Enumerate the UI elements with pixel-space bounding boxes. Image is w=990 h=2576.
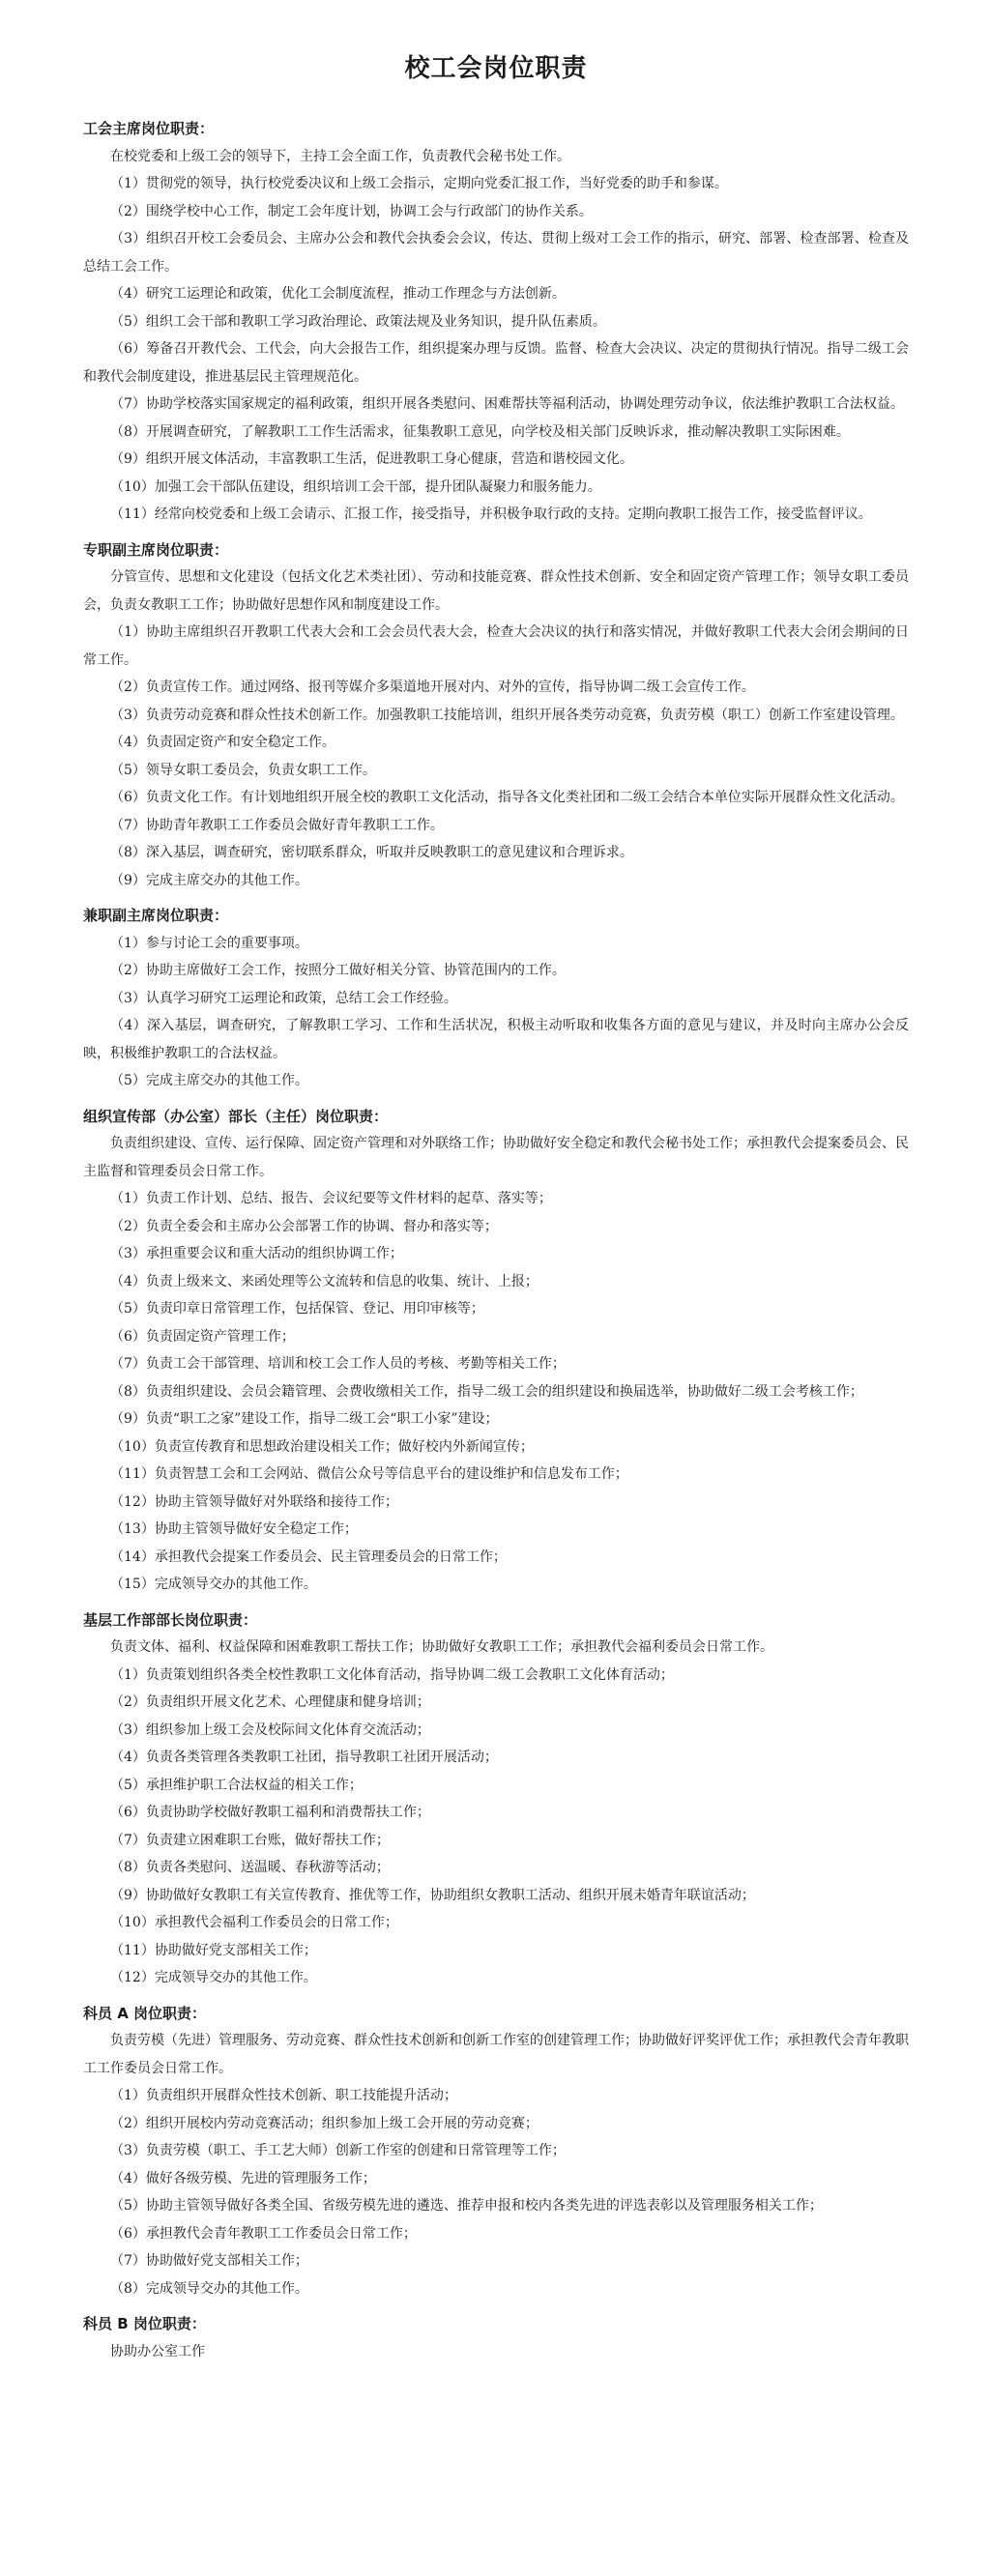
section-paragraph: （7）负责建立困难职工台账，做好帮扶工作； bbox=[110, 1832, 390, 1848]
section-paragraph: （4）深入基层，调查研究，了解教职工学习、工作和生活状况，积极主动听取和收集各方面的意见与建议，并及时向主席办公会反映，积极维护教职工的合法权益。 bbox=[83, 1018, 909, 1061]
section-paragraph: （6）负责固定资产管理工作； bbox=[110, 1328, 295, 1345]
section-paragraph: （7）协助做好党支部相关工作； bbox=[110, 2253, 308, 2269]
section-paragraph: （9）协助做好女教职工有关宣传教育、推优等工作，协助组织女教职工活动、组织开展未婚青年联谊活动； bbox=[110, 1887, 755, 1903]
section-paragraph: （5）组织工会干部和教职工学习政治理论、政策法规及业务知识，提升队伍素质。 bbox=[110, 313, 606, 330]
section-paragraph: （4）做好各级劳模、先进的管理服务工作； bbox=[110, 2170, 376, 2186]
section-paragraph: （5）完成主席交办的其他工作。 bbox=[110, 1073, 308, 1088]
section-paragraph: （11）负责智慧工会和工会网站、微信公众号等信息平台的建设维护和信息发布工作； bbox=[110, 1466, 628, 1482]
section-paragraph: （2）围绕学校中心工作，制定工会年度计划，协调工会与行政部门的协作关系。 bbox=[110, 203, 593, 219]
section-heading: 兼职副主席岗位职责： bbox=[83, 907, 229, 924]
section-paragraph: （6）负责协助学校做好教职工福利和消费帮扶工作； bbox=[110, 1805, 430, 1820]
section-paragraph: （1）负责策划组织各类全校性教职工文化体育活动，指导协调二级工会教职工文化体育活动； bbox=[110, 1666, 674, 1683]
section-paragraph: （2）组织开展校内劳动竞赛活动；组织参加上级工会开展的劳动竞赛； bbox=[110, 2115, 539, 2131]
section-paragraph: （6）负责文化工作。有计划地组织开展全校的教职工文化活动，指导各文化类社团和二级工会结合本单位实际开展群众性文化活动。 bbox=[110, 790, 904, 805]
page-title: 校工会岗位职责 bbox=[404, 54, 588, 83]
section-paragraph: （4）负责上级来文、来函处理等公文流转和信息的收集、统计、上报； bbox=[110, 1273, 539, 1289]
section-paragraph: （11）经常向校党委和上级工会请示、汇报工作，接受指导，并积极争取行政的支持。定期向教职工报告工作，接受监督评议。 bbox=[110, 507, 872, 522]
section-paragraph: （10）负责宣传教育和思想政治建设相关工作；做好校内外新闻宣传； bbox=[110, 1438, 534, 1455]
section-paragraph: （10）承担教代会福利工作委员会的日常工作； bbox=[110, 1915, 398, 1930]
section-paragraph: 分管宣传、思想和文化建设（包括文化艺术类社团）、劳动和技能竞赛、群众性技术创新、安全和固定资产管理工作；领导女职工委员会，负责女教职工工作；协助做好思想作风和制度建设工作。 bbox=[83, 569, 909, 613]
section-paragraph: （1）贯彻党的领导，执行校党委决议和上级工会指示，定期向党委汇报工作，当好党委的助手和参谋。 bbox=[110, 176, 728, 191]
section-paragraph: （1）参与讨论工会的重要事项。 bbox=[110, 935, 308, 951]
section bbox=[83, 1606, 909, 1992]
section-paragraph: （8）开展调查研究，了解教职工工作生活需求，征集教职工意见，向学校及相关部门反映诉求，推动解决教职工实际困难。 bbox=[110, 423, 850, 440]
section-paragraph: （4）负责固定资产和安全稳定工作。 bbox=[110, 735, 335, 750]
section-paragraph: （7）协助青年教职工工作委员会做好青年教职工工作。 bbox=[110, 817, 444, 833]
section-paragraph: （1）负责组织开展群众性技术创新、职工技能提升活动； bbox=[110, 2088, 457, 2103]
section-paragraph: （8）负责各类慰问、送温暖、春秋游等活动； bbox=[110, 1860, 390, 1875]
sections-container bbox=[83, 115, 909, 2365]
section-paragraph: 在校党委和上级工会的领导下，主持工会全面工作，负责教代会秘书处工作。 bbox=[110, 148, 570, 164]
section-paragraph: （3）组织召开校工会委员会、主席办公会和教代会执委会会议，传达、贯彻上级对工会工作的指示，研究、部署、检查部署、检查及总结工会工作。 bbox=[83, 231, 909, 275]
section-paragraph: （5）承担维护职工合法权益的相关工作； bbox=[110, 1777, 363, 1793]
section-heading: 组织宣传部（办公室）部长（主任）岗位职责： bbox=[83, 1107, 389, 1125]
section-heading: 工会主席岗位职责： bbox=[83, 120, 215, 137]
section-paragraph: 负责组织建设、宣传、运行保障、固定资产管理和对外联络工作；协助做好安全稳定和教代会秘书处工作；承担教代会提案委员会、民主监督和管理委员会日常工作。 bbox=[83, 1136, 909, 1179]
section-paragraph: （4）负责各类管理各类教职工社团，指导教职工社团开展活动； bbox=[110, 1750, 498, 1765]
section-paragraph: （5）负责印章日常管理工作，包括保管、登记、用印审核等； bbox=[110, 1301, 484, 1317]
section bbox=[83, 2310, 909, 2365]
section bbox=[83, 536, 909, 895]
section-heading: 基层工作部部长岗位职责： bbox=[83, 1610, 258, 1629]
section-paragraph: （7）协助学校落实国家规定的福利政策，组织开展各类慰问、困难帮扶等福利活动，协调处理劳动争议，依法维护教职工合法权益。 bbox=[110, 396, 904, 412]
section-paragraph: （6）筹备召开教代会、工代会，向大会报告工作，组织提案办理与反馈。监督、检查大会决议、决定的贯彻执行情况。指导二级工会和教代会制度建设，推进基层民主管理规范化。 bbox=[83, 341, 909, 385]
section bbox=[83, 902, 909, 1095]
section-paragraph: （8）完成领导交办的其他工作。 bbox=[110, 2280, 308, 2297]
section bbox=[83, 115, 909, 529]
section-paragraph: （3）组织参加上级工会及校际间文化体育交流活动； bbox=[110, 1722, 430, 1738]
section-paragraph: （9）组织开展文体活动，丰富教职工生活，促进教职工身心健康，营造和谐校园文化。 bbox=[110, 451, 633, 467]
section-paragraph: （8）负责组织建设、会员会籍管理、会费收缴相关工作，指导二级工会的组织建设和换届选举，协助做好二级工会考核工作； bbox=[110, 1383, 863, 1400]
section-paragraph: （2）负责宣传工作。通过网络、报刊等媒介多渠道地开展对内、对外的宣传，指导协调二级工会宣传工作。 bbox=[110, 680, 755, 695]
section-paragraph: （6）承担教代会青年教职工工作委员会日常工作； bbox=[110, 2225, 417, 2242]
section-paragraph: （2）负责组织开展文化艺术、心理健康和健身培训； bbox=[110, 1694, 430, 1710]
section-paragraph: （14）承担教代会提案工作委员会、民主管理委员会的日常工作； bbox=[110, 1548, 507, 1565]
section-paragraph: （13）协助主管领导做好安全稳定工作； bbox=[110, 1521, 358, 1537]
section-paragraph: （11）协助做好党支部相关工作； bbox=[110, 1942, 317, 1958]
section-paragraph: （10）加强工会干部队伍建设，组织培训工会干部，提升团队凝聚力和服务能力。 bbox=[110, 478, 601, 495]
section-paragraph: （9）完成主席交办的其他工作。 bbox=[110, 872, 308, 888]
section-paragraph: （3）承担重要会议和重大活动的组织协调工作； bbox=[110, 1246, 403, 1261]
section-paragraph: （2）负责全委会和主席办公会部署工作的协调、督办和落实等； bbox=[110, 1218, 498, 1234]
section-heading: 专职副主席岗位职责： bbox=[83, 540, 229, 559]
section-paragraph: （3）负责劳模（职工、手工艺大师）创新工作室的创建和日常管理等工作； bbox=[110, 2143, 566, 2158]
section-paragraph: （7）负责工会干部管理、培训和校工会工作人员的考核、考勤等相关工作； bbox=[110, 1356, 566, 1372]
section bbox=[83, 1103, 909, 1599]
section-paragraph: （8）深入基层，调查研究，密切联系群众，听取并反映教职工的意见建议和合理诉求。 bbox=[110, 845, 633, 860]
section-paragraph: （12）完成领导交办的其他工作。 bbox=[110, 1970, 317, 1985]
section-paragraph: 负责文体、福利、权益保障和困难教职工帮扶工作；协助做好女教职工工作；承担教代会福利委员会日常工作。 bbox=[110, 1639, 773, 1655]
section-paragraph: 协助办公室工作 bbox=[110, 2343, 205, 2359]
section-paragraph: （3）负责劳动竞赛和群众性技术创新工作。加强教职工技能培训，组织开展各类劳动竞赛，负责劳模（职工）创新工作室建设管理。 bbox=[110, 707, 904, 723]
section-paragraph: （1）负责工作计划、总结、报告、会议纪要等文件材料的起草、落实等； bbox=[110, 1191, 552, 1206]
section-paragraph: （5）协助主管领导做好各类全国、省级劳模先进的遴选、推荐申报和校内各类先进的评选表彰以及管理服务相关工作； bbox=[110, 2198, 823, 2214]
section-paragraph: （2）协助主席做好工会工作，按照分工做好相关分管、协管范围内的工作。 bbox=[110, 963, 566, 978]
section-paragraph: （5）领导女职工委员会，负责女职工工作。 bbox=[110, 762, 376, 778]
section-paragraph: （3）认真学习研究工运理论和政策，总结工会工作经验。 bbox=[110, 990, 457, 1006]
section-paragraph: 负责劳模（先进）管理服务、劳动竞赛、群众性技术创新和创新工作室的创建管理工作；协助做好评奖评优工作；承担教代会青年教职工工作委员会日常工作。 bbox=[83, 2033, 909, 2076]
section bbox=[83, 2000, 909, 2303]
section-paragraph: （1）协助主席组织召开教职工代表大会和工会会员代表大会，检查大会决议的执行和落实情况，并做好教职工代表大会闭会期间的日常工作。 bbox=[83, 624, 909, 668]
section-heading: 科员 B 岗位职责： bbox=[83, 2315, 206, 2332]
section-paragraph: （4）研究工运理论和政策，优化工会制度流程，推动工作理念与方法创新。 bbox=[110, 286, 566, 302]
section-paragraph: （12）协助主管领导做好对外联络和接待工作； bbox=[110, 1493, 398, 1510]
section-paragraph: （9）负责“职工之家”建设工作，指导二级工会“职工小家”建设； bbox=[110, 1411, 499, 1427]
section-paragraph: （15）完成领导交办的其他工作。 bbox=[110, 1577, 317, 1592]
section-heading: 科员 A 岗位职责： bbox=[83, 2004, 207, 2022]
